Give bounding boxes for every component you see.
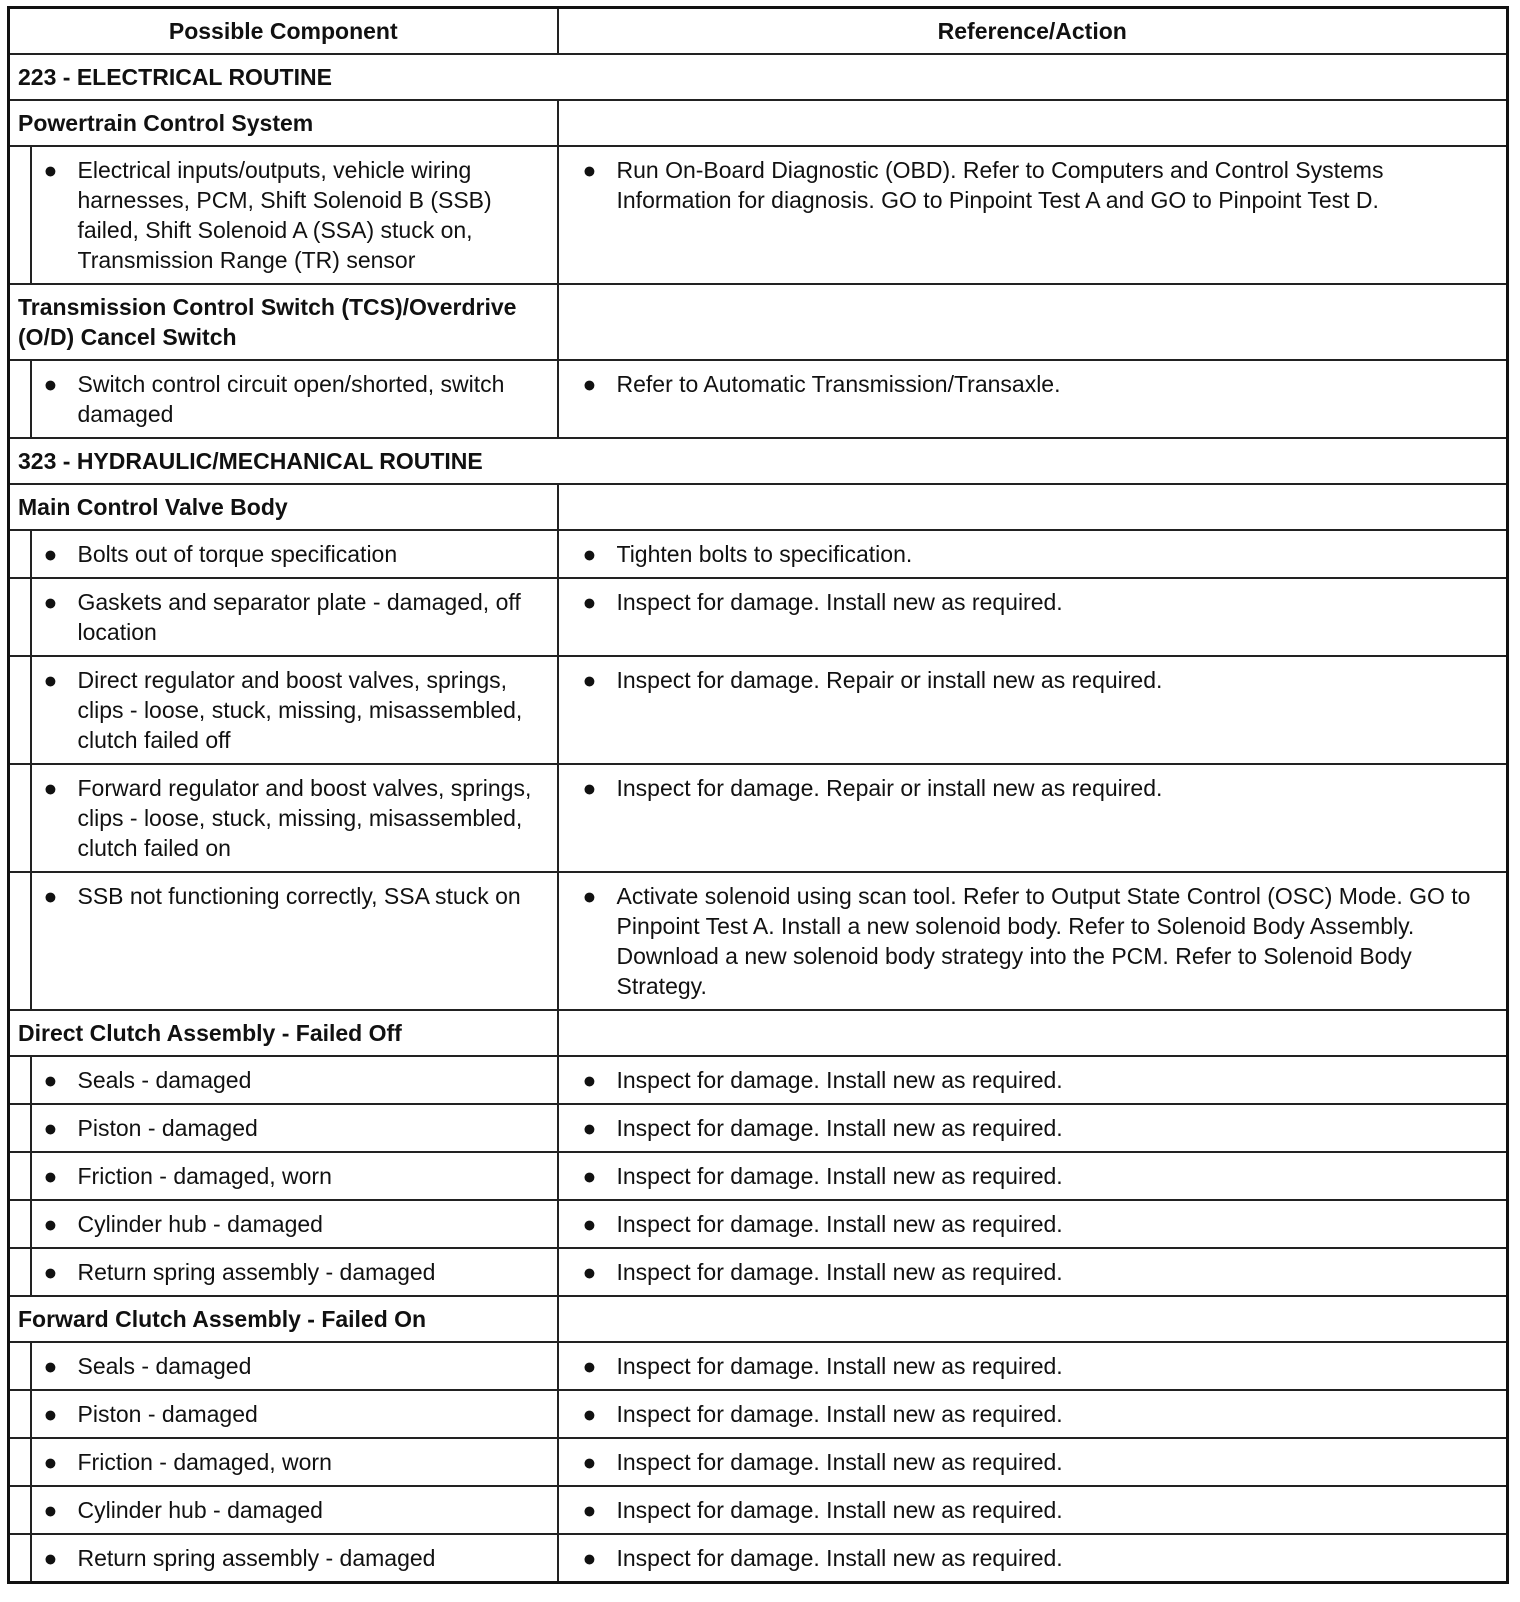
component-cell (31, 530, 558, 578)
action-text: Tighten bolts to specification. (616, 541, 913, 567)
component-text: Forward regulator and boost valves, springs, clips - loose, stuck, missing, misassembled, clutch failed on (77, 775, 532, 861)
header-reference-action: Reference/Action (558, 8, 1508, 55)
group-heading: Transmission Control Switch (TCS)/Overdrive (O/D) Cancel Switch (9, 284, 558, 360)
bullet-icon: ● (582, 1115, 597, 1141)
action-cell (558, 1390, 1508, 1438)
bullet-icon: ● (582, 1211, 597, 1237)
action-text: Inspect for damage. Install new as required. (616, 1401, 1063, 1427)
action-text: Inspect for damage. Install new as required. (616, 1211, 1063, 1237)
action-cell (558, 1200, 1508, 1248)
bullet-icon: ● (582, 541, 597, 567)
component-text: SSB not functioning correctly, SSA stuck on (77, 883, 521, 909)
action-text: Inspect for damage. Install new as required. (616, 589, 1063, 615)
component-text: Gaskets and separator plate - damaged, off location (77, 589, 521, 645)
indent-gutter (9, 1152, 31, 1200)
component-cell (31, 1438, 558, 1486)
group-action-empty (558, 484, 1508, 530)
component-cell (31, 146, 558, 284)
action-cell (558, 1534, 1508, 1583)
action-text: Run On-Board Diagnostic (OBD). Refer to Computers and Control Systems Information for diagnosis. GO to Pinpoint Test A and GO to Pinpoint Test D. (616, 157, 1384, 213)
table-body (9, 54, 1508, 1583)
table-row (9, 1200, 1508, 1248)
bullet-icon: ● (43, 1449, 58, 1475)
table-row (9, 872, 1508, 1010)
group-action-empty (558, 100, 1508, 146)
action-cell (558, 146, 1508, 284)
component-text: Return spring assembly - damaged (77, 1545, 436, 1571)
action-text: Refer to Automatic Transmission/Transaxle. (616, 371, 1061, 397)
bullet-icon: ● (43, 1067, 58, 1093)
component-cell (31, 872, 558, 1010)
group-action-empty (558, 284, 1508, 360)
indent-gutter (9, 1056, 31, 1104)
component-cell (31, 1248, 558, 1296)
action-text: Inspect for damage. Repair or install new as required. (616, 667, 1163, 693)
action-cell (558, 764, 1508, 872)
action-text: Inspect for damage. Install new as required. (616, 1545, 1063, 1571)
diagnostic-table-container (7, 6, 1509, 1584)
group-row (9, 1296, 1508, 1342)
component-cell (31, 1534, 558, 1583)
indent-gutter (9, 146, 31, 284)
component-cell (31, 1056, 558, 1104)
table-row (9, 656, 1508, 764)
table-row (9, 578, 1508, 656)
bullet-icon: ● (582, 1163, 597, 1189)
bullet-icon: ● (43, 883, 58, 909)
indent-gutter (9, 1390, 31, 1438)
indent-gutter (9, 1104, 31, 1152)
component-text: Friction - damaged, worn (77, 1163, 332, 1189)
section-heading: 223 - ELECTRICAL ROUTINE (9, 54, 1508, 100)
action-cell (558, 1104, 1508, 1152)
group-heading: Main Control Valve Body (9, 484, 558, 530)
header-possible-component: Possible Component (9, 8, 558, 55)
bullet-icon: ● (582, 1401, 597, 1427)
bullet-icon: ● (43, 667, 58, 693)
bullet-icon: ● (582, 589, 597, 615)
action-text: Inspect for damage. Install new as required. (616, 1449, 1063, 1475)
indent-gutter (9, 1200, 31, 1248)
group-action-empty (558, 1296, 1508, 1342)
bullet-icon: ● (43, 1115, 58, 1141)
indent-gutter (9, 1486, 31, 1534)
component-text: Electrical inputs/outputs, vehicle wiring harnesses, PCM, Shift Solenoid B (SSB) failed, Shift Solenoid A (SSA) stuck on, Transmission Range (TR) sensor (77, 157, 492, 273)
component-text: Friction - damaged, worn (77, 1449, 332, 1475)
action-cell (558, 1486, 1508, 1534)
component-cell (31, 1486, 558, 1534)
action-cell (558, 578, 1508, 656)
action-text: Inspect for damage. Install new as required. (616, 1259, 1063, 1285)
table-row (9, 1248, 1508, 1296)
action-text: Inspect for damage. Install new as required. (616, 1115, 1063, 1141)
group-row (9, 284, 1508, 360)
group-row (9, 484, 1508, 530)
diagnostic-table (7, 6, 1509, 1584)
action-text: Inspect for damage. Install new as required. (616, 1497, 1063, 1523)
bullet-icon: ● (582, 1067, 597, 1093)
component-text: Cylinder hub - damaged (77, 1497, 323, 1523)
bullet-icon: ● (43, 1259, 58, 1285)
bullet-icon: ● (582, 775, 597, 801)
indent-gutter (9, 360, 31, 438)
bullet-icon: ● (582, 1497, 597, 1523)
table-row (9, 1056, 1508, 1104)
component-cell (31, 764, 558, 872)
component-text: Seals - damaged (77, 1067, 252, 1093)
action-cell (558, 1438, 1508, 1486)
component-cell (31, 578, 558, 656)
group-row (9, 100, 1508, 146)
table-row (9, 1534, 1508, 1583)
action-text: Inspect for damage. Install new as required. (616, 1067, 1063, 1093)
component-cell (31, 656, 558, 764)
bullet-icon: ● (43, 157, 58, 183)
table-row (9, 146, 1508, 284)
table-row (9, 764, 1508, 872)
table-row (9, 1438, 1508, 1486)
component-text: Piston - damaged (77, 1401, 258, 1427)
action-text: Activate solenoid using scan tool. Refer to Output State Control (OSC) Mode. GO to Pinpoint Test A. Install a new solenoid body. Refer to Solenoid Body Assembly. Download a new solenoid body strategy into the PCM. Refer to Solenoid Body Strategy. (616, 883, 1471, 999)
bullet-icon: ● (43, 541, 58, 567)
component-cell (31, 1390, 558, 1438)
action-cell (558, 530, 1508, 578)
component-cell (31, 360, 558, 438)
component-text: Switch control circuit open/shorted, switch damaged (77, 371, 505, 427)
bullet-icon: ● (43, 1497, 58, 1523)
bullet-icon: ● (582, 883, 597, 909)
table-header-row (9, 8, 1508, 55)
bullet-icon: ● (43, 1163, 58, 1189)
component-text: Bolts out of torque specification (77, 541, 398, 567)
bullet-icon: ● (582, 1545, 597, 1571)
table-row (9, 1342, 1508, 1390)
indent-gutter (9, 872, 31, 1010)
action-cell (558, 1056, 1508, 1104)
bullet-icon: ● (43, 1545, 58, 1571)
action-text: Inspect for damage. Repair or install new as required. (616, 775, 1163, 801)
action-cell (558, 872, 1508, 1010)
component-cell (31, 1342, 558, 1390)
section-heading: 323 - HYDRAULIC/MECHANICAL ROUTINE (9, 438, 1508, 484)
table-row (9, 1152, 1508, 1200)
indent-gutter (9, 578, 31, 656)
bullet-icon: ● (582, 157, 597, 183)
action-cell (558, 656, 1508, 764)
action-cell (558, 1248, 1508, 1296)
action-cell (558, 360, 1508, 438)
bullet-icon: ● (582, 371, 597, 397)
indent-gutter (9, 1342, 31, 1390)
component-text: Seals - damaged (77, 1353, 252, 1379)
table-row (9, 1486, 1508, 1534)
group-heading: Powertrain Control System (9, 100, 558, 146)
table-row (9, 1390, 1508, 1438)
bullet-icon: ● (43, 775, 58, 801)
table-row (9, 1104, 1508, 1152)
group-heading: Forward Clutch Assembly - Failed On (9, 1296, 558, 1342)
bullet-icon: ● (582, 1449, 597, 1475)
bullet-icon: ● (582, 1353, 597, 1379)
bullet-icon: ● (43, 1401, 58, 1427)
group-heading: Direct Clutch Assembly - Failed Off (9, 1010, 558, 1056)
indent-gutter (9, 1438, 31, 1486)
action-text: Inspect for damage. Install new as required. (616, 1163, 1063, 1189)
bullet-icon: ● (43, 1353, 58, 1379)
indent-gutter (9, 530, 31, 578)
bullet-icon: ● (582, 667, 597, 693)
bullet-icon: ● (582, 1259, 597, 1285)
section-row (9, 54, 1508, 100)
component-text: Direct regulator and boost valves, springs, clips - loose, stuck, missing, misassembled, clutch failed off (77, 667, 523, 753)
section-row (9, 438, 1508, 484)
table-row (9, 360, 1508, 438)
component-text: Piston - damaged (77, 1115, 258, 1141)
indent-gutter (9, 764, 31, 872)
action-cell (558, 1152, 1508, 1200)
indent-gutter (9, 656, 31, 764)
component-text: Cylinder hub - damaged (77, 1211, 323, 1237)
group-action-empty (558, 1010, 1508, 1056)
indent-gutter (9, 1248, 31, 1296)
bullet-icon: ● (43, 589, 58, 615)
action-cell (558, 1342, 1508, 1390)
indent-gutter (9, 1534, 31, 1583)
component-cell (31, 1200, 558, 1248)
group-row (9, 1010, 1508, 1056)
component-text: Return spring assembly - damaged (77, 1259, 436, 1285)
action-text: Inspect for damage. Install new as required. (616, 1353, 1063, 1379)
component-cell (31, 1152, 558, 1200)
bullet-icon: ● (43, 371, 58, 397)
component-cell (31, 1104, 558, 1152)
table-row (9, 530, 1508, 578)
bullet-icon: ● (43, 1211, 58, 1237)
